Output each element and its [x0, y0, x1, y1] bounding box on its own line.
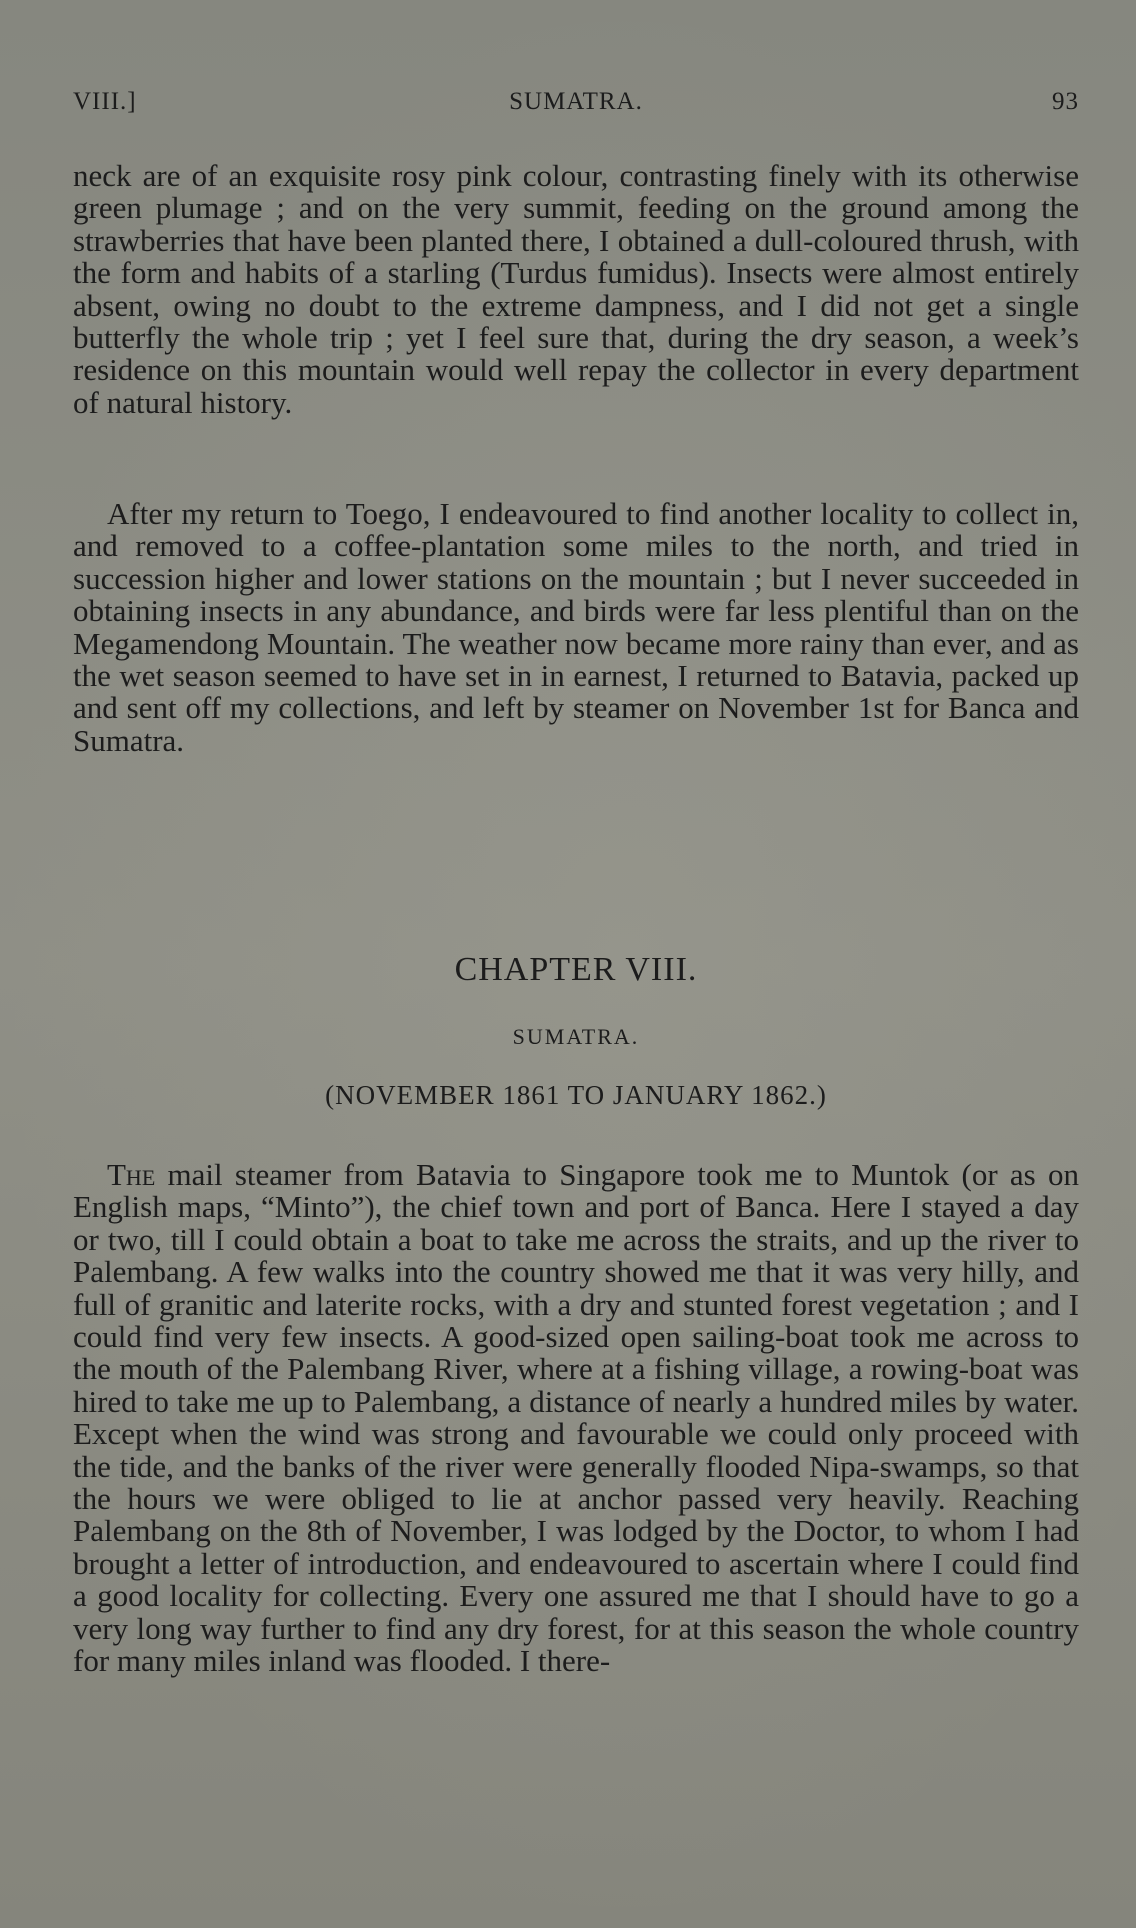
- opening-paragraph-text: mail steamer from Batavia to Singapore took me to Muntok (or as on English maps, “Minto”), the chief town and port of Banca. Here I stayed a day or two, till I could obtain a boat to take me across the straits, and up the river to Palembang. A few walks into the country showed me that it was very hilly, and full of granitic and laterite rocks, with a dry and stunted forest vegetation ; and I could find very few insects. A good-sized open sailing-boat took me across to the mouth of the Palembang River, where at a fishing village, a rowing-boat was hired to take me up to Palembang, a distance of nearly a hundred miles by water. Except when the wind was strong and favourable we could only proceed with the tide, and the banks of the river were generally flooded Nipa-swamps, so that the hours we were obliged to lie at anchor passed very heavily. Reaching Palembang on the 8th of November, I was lodged by the Doctor, to whom I had brought a letter of introduction, and endeavoured to ascertain where I could find a good locality for collecting. Every one assured me that I should have to go a very long way further to find any dry forest, for at this season the whole country for many miles inland was flooded. I there-: [73, 1157, 1079, 1679]
- running-title: SUMATRA.: [509, 88, 643, 115]
- chapter-title: CHAPTER VIII.: [454, 951, 698, 988]
- opening-word: The: [107, 1157, 156, 1192]
- page-number: 93: [1052, 88, 1079, 115]
- chapter-dates: (NOVEMBER 1861 TO JANUARY 1862.): [325, 1080, 827, 1110]
- paragraph-continued: neck are of an exquisite rosy pink colour, contrasting finely with its otherwise green plumage ; and on the very summit, feeding on the ground among the strawberries that have been planted there, I obtained a dull-coloured thrush, with the form and habits of a starling (Turdus fumidus). Insects were almost entirely absent, owing no doubt to the extreme dampness, and I did not get a single butterfly the whole trip ; yet I feel sure that, during the dry season, a week’s residence on this mountain would well repay the collector in every department of natural history.: [73, 158, 1079, 420]
- chapter-subtitle: SUMATRA.: [512, 1024, 640, 1049]
- running-header: [73, 88, 1079, 124]
- paragraph-return-to-toego: After my return to Toego, I endeavoured to find another locality to collect in, and removed to a coffee-plantation some miles to the north, and tried in succession higher and lower stations on the mountain ; but I never succeeded in obtaining insects in any abundance, and birds were far less plentiful than on the Megamendong Mountain. The weather now became more rainy than ever, and as the wet season seemed to have set in in earnest, I returned to Batavia, packed up and sent off my collections, and left by steamer on November 1st for Banca and Sumatra.: [73, 496, 1079, 758]
- chapter-opening-paragraph: [73, 1159, 1079, 1678]
- chapter-marker: VIII.]: [73, 88, 137, 115]
